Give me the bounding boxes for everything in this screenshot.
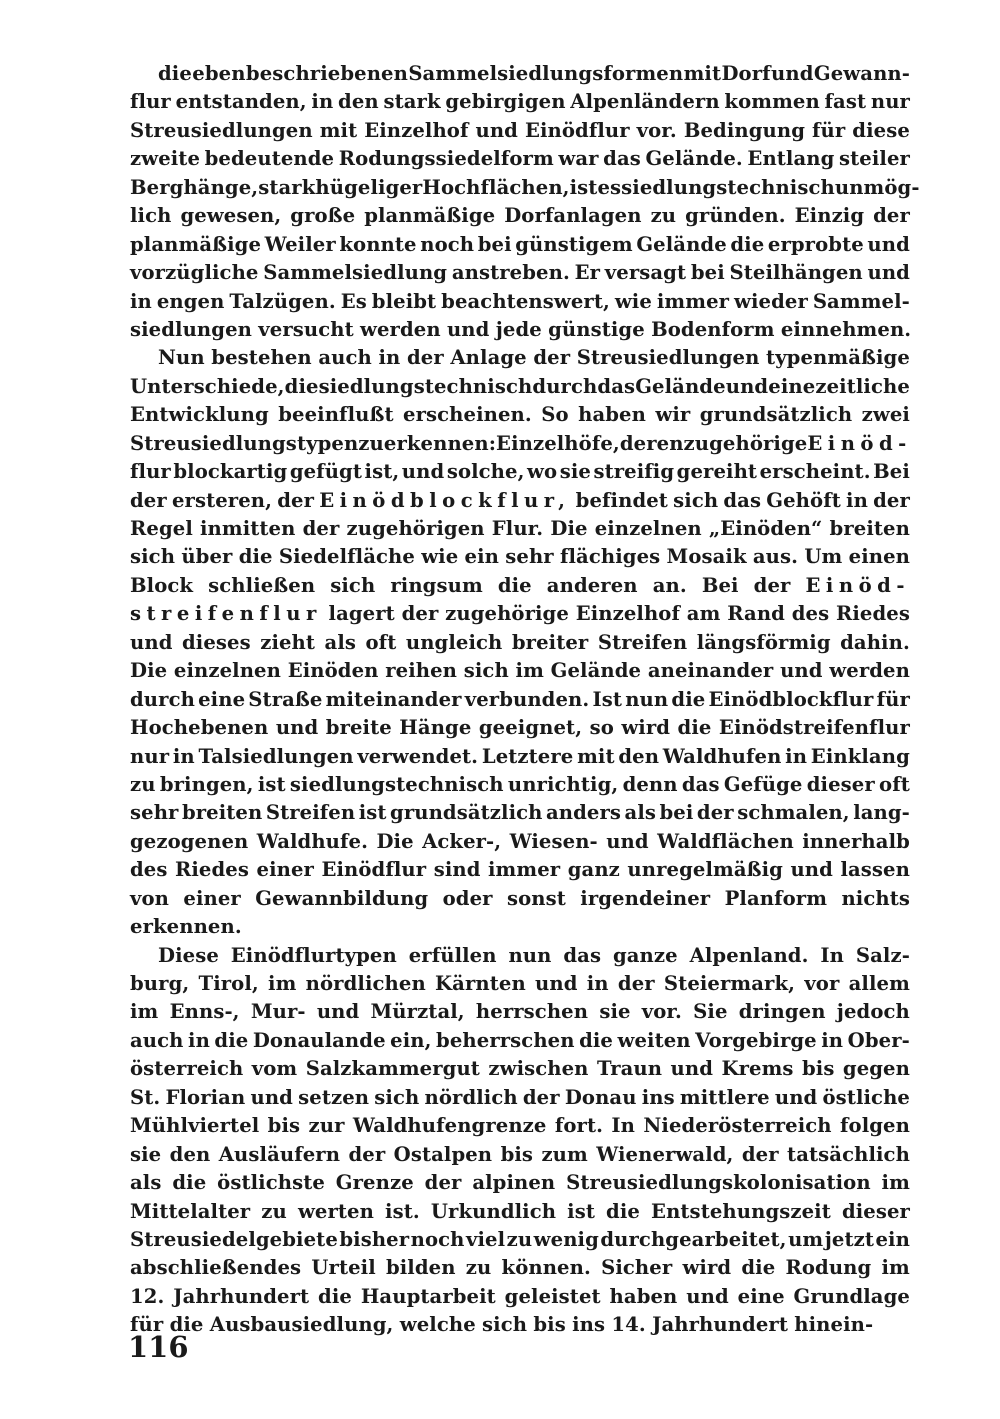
text-line: siedlungen versucht werden und jede günstige Bodenform einnehmen. bbox=[130, 317, 912, 341]
text-line: durch eine Straße miteinander verbunden. Ist nun die Einödblockflur für bbox=[130, 687, 910, 711]
text-line: Die einzelnen Einöden reihen sich im Gelände aneinander und werden bbox=[130, 659, 910, 683]
text-line: Streusiedlungen mit Einzelhof und Einödflur vor. Bedingung für diese bbox=[130, 118, 910, 142]
body-text bbox=[130, 60, 920, 1340]
paragraph bbox=[130, 942, 910, 1340]
text-line: und dieses zieht als oft ungleich breiter Streifen längsförmig dahin. bbox=[130, 630, 910, 654]
text-line: Berghänge, stark hügeliger Hochflächen, ist es siedlungstechnisch unmög- bbox=[130, 175, 920, 199]
text-line: österreich vom Salzkammergut zwischen Traun und Krems bis gegen bbox=[130, 1057, 910, 1081]
text-line: Nun bestehen auch in der Anlage der Streusiedlungen typenmäßige bbox=[158, 346, 910, 370]
text-line: vorzügliche Sammelsiedlung anstreben. Er versagt bei Steilhängen und bbox=[130, 261, 910, 285]
text-line: flur entstanden, in den stark gebirgigen Alpenländern kommen fast nur bbox=[130, 90, 910, 114]
text-line: des Riedes einer Einödflur sind immer ganz unregelmäßig und lassen bbox=[130, 858, 910, 882]
page-number: 116 bbox=[128, 1330, 189, 1364]
text-line: sich über die Siedelfläche wie ein sehr flächiges Mosaik aus. Um einen bbox=[130, 545, 910, 569]
text-line: abschließendes Urteil bilden zu können. Sicher wird die Rodung im bbox=[130, 1256, 910, 1280]
text-line: Diese Einödflurtypen erfüllen nun das ganze Alpenland. In Salz- bbox=[158, 943, 910, 967]
text-line: gezogenen Waldhufe. Die Acker-, Wiesen- und Waldflächen innerhalb bbox=[130, 829, 910, 853]
paragraph bbox=[130, 344, 910, 941]
text-line: burg, Tirol, im nördlichen Kärnten und in der Steiermark, vor allem bbox=[130, 972, 910, 995]
text-line: auch in die Donaulande ein, beherrschen die weiten Vorgebirge in Ober- bbox=[130, 1028, 910, 1052]
text-line: der ersteren, der Einödblockflur, befindet sich das Gehöft in der bbox=[130, 488, 910, 512]
text-line: zweite bedeutende Rodungssiedelform war das Gelände. Entlang steiler bbox=[130, 147, 910, 171]
text-line: in engen Talzügen. Es bleibt beachtenswert, wie immer wieder Sammel- bbox=[130, 289, 910, 313]
text-line: Mühlviertel bis zur Waldhufengrenze fort. In Niederösterreich folgen bbox=[130, 1114, 910, 1138]
text-line: nur in Talsiedlungen verwendet. Letztere mit den Waldhufen in Einklang bbox=[130, 744, 910, 768]
text-line: lich gewesen, große planmäßige Dorfanlagen zu gründen. Einzig der bbox=[130, 204, 910, 228]
text-line: erkennen. bbox=[130, 915, 242, 939]
text-line: Entwicklung beeinflußt erscheinen. So haben wir grundsätzlich zwei bbox=[130, 403, 910, 427]
text-line: Streusiedelgebiete bisher noch viel zu wenig durchgearbeitet, um jetzt ein bbox=[130, 1227, 910, 1251]
text-line: streifenflur lagert der zugehörige Einzelhof am Rand des Riedes bbox=[130, 602, 910, 626]
text-line: sie den Ausläufern der Ostalpen bis zum Wienerwald, der tatsächlich bbox=[130, 1142, 910, 1166]
text-line: Mittelalter zu werten ist. Urkundlich ist die Entstehungszeit dieser bbox=[130, 1199, 910, 1223]
text-line: Block schließen sich ringsum die anderen an. Bei der Einöd- bbox=[130, 573, 910, 597]
text-line: als die östlichste Grenze der alpinen Streusiedlungskolonisation im bbox=[130, 1171, 910, 1195]
text-line: planmäßige Weiler konnte noch bei günstigem Gelände die erprobte und bbox=[130, 232, 910, 256]
text-line: Regel inmitten der zugehörigen Flur. Die einzelnen „Einöden“ breiten bbox=[130, 517, 910, 540]
text-line: sehr breiten Streifen ist grundsätzlich anders als bei der schmalen, lang- bbox=[130, 801, 910, 825]
text-line: für die Ausbausiedlung, welche sich bis ins 14. Jahrhundert hinein- bbox=[130, 1313, 874, 1337]
text-line: 12. Jahrhundert die Hauptarbeit geleistet haben und eine Grundlage bbox=[130, 1284, 910, 1308]
text-line: Hochebenen und breite Hänge geeignet, so wird die Einödstreifenflur bbox=[130, 716, 910, 740]
paragraph bbox=[130, 60, 920, 344]
text-line: flur blockartig gefügt ist, und solche, wo sie streifig gereiht erscheint. Bei bbox=[130, 460, 910, 484]
text-line: die eben beschriebenen Sammelsiedlungsformen mit Dorf und Gewann- bbox=[158, 62, 910, 85]
text-line: St. Florian und setzen sich nördlich der Donau ins mittlere und östliche bbox=[130, 1085, 910, 1109]
text-line: Streusiedlungstypen zu erkennen: Einzelhöfe, deren zugehörige Einöd- bbox=[130, 431, 912, 455]
text-line: zu bringen, ist siedlungstechnisch unrichtig, denn das Gefüge dieser oft bbox=[130, 772, 910, 796]
text-line: im Enns-, Mur- und Mürztal, herrschen sie vor. Sie dringen jedoch bbox=[130, 1000, 910, 1024]
text-line: Unterschiede, die siedlungstechnisch durch das Gelände und eine zeitliche bbox=[130, 374, 910, 398]
text-line: von einer Gewannbildung oder sonst irgendeiner Planform nichts bbox=[130, 886, 910, 910]
